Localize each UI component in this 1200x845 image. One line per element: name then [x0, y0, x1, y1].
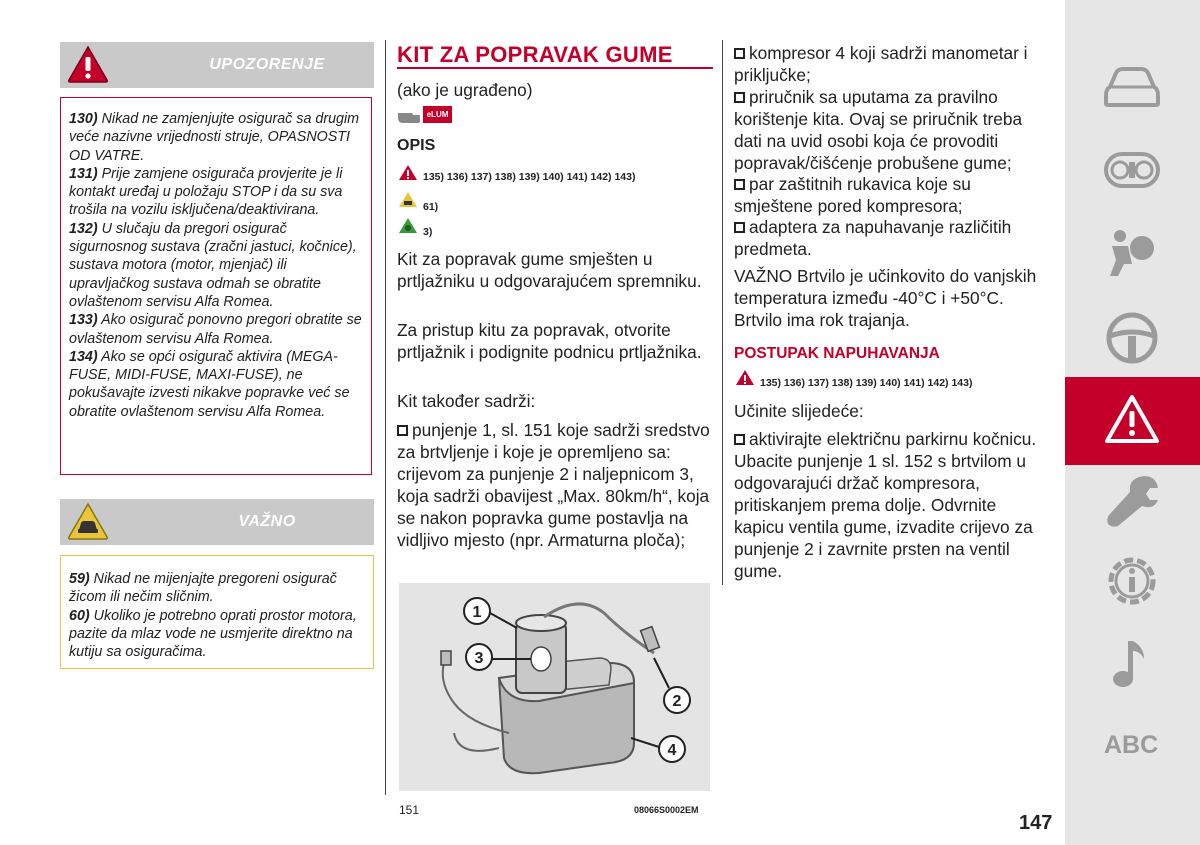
list-item: adaptera za napuhavanje različitih predmeta. — [734, 217, 1012, 259]
checkbox-bullet-icon — [734, 222, 745, 233]
caution-car-icon — [66, 501, 110, 541]
checkbox-bullet-icon — [734, 434, 745, 445]
section-heading: OPIS — [397, 137, 436, 154]
airbag-icon[interactable] — [1104, 228, 1160, 278]
hand-pointer-icon — [397, 107, 421, 125]
red-warning-icon — [735, 369, 755, 386]
column-divider — [722, 40, 723, 585]
info-gear-icon[interactable] — [1104, 553, 1160, 609]
paragraph: Učinite slijedeće: — [734, 401, 864, 421]
sidebar-index-abc[interactable]: ABC — [1104, 731, 1159, 759]
column-divider — [385, 40, 386, 795]
figure-number: 151 — [399, 803, 420, 817]
warning-header — [60, 42, 374, 88]
important-title: VAŽNO — [238, 513, 296, 530]
red-warning-icon — [398, 164, 418, 181]
warning-box — [60, 97, 372, 475]
section-title: KIT ZA POPRAVAK GUME — [397, 42, 673, 67]
car-icon[interactable] — [1104, 65, 1160, 109]
warning-item: 133) Ako osigurač ponovno pregori obratite se ovlaštenom servisu Alfa Romea. — [69, 312, 362, 347]
warning-triangle-icon — [66, 44, 110, 84]
warning-item: 132) U slučaju da pregori osigurač sigurnosnog sustava (zračni jastuci, kočnice), sustava motora (motor, mjenjač) ili upravljačkog sustava odmah se obratite ovlaštenom servisu Alfa Romea. — [69, 220, 357, 310]
checkbox-bullet-icon — [734, 48, 745, 59]
list-item: aktivirajte električnu parkirnu kočnicu. Ubacite punjenje 1 sl. 152 s brtvilom u odgovarajući držač kompresora, pritiskanjem prema dolje. Odvrnite kapicu ventila gume, izvadite crijevo za punjenje 2 i zavrnite prsten na ventil gume. — [734, 429, 1037, 581]
dashboard-icon[interactable] — [1104, 150, 1160, 190]
warning-item: 134) Ako se opći osigurač aktivira (MEGA-FUSE, MIDI-FUSE, MAXI-FUSE), ne pokušavajte izvesti nikakve popravke već se obratite ovlaštenom servisu Alfa Romea. — [69, 348, 350, 420]
callout-4 — [631, 736, 685, 762]
callout-2 — [654, 658, 690, 713]
important-item: 60) Ukoliko je potrebno oprati prostor motora, pazite da mlaz vode ne usmjerite direktno na kutiju sa osiguračima. — [69, 607, 357, 661]
paragraph: Kit također sadrži: — [397, 391, 536, 411]
section-heading: POSTUPAK NAPUHAVANJA — [734, 345, 940, 362]
warning-triangle-icon[interactable] — [1104, 393, 1160, 445]
checkbox-bullet-icon — [397, 425, 408, 436]
reference-list: 135) 136) 137) 138) 139) 140) 141) 142) 143) — [423, 171, 636, 183]
warning-item: 130) Nikad ne zamjenjujte osigurač sa drugim veće nazivne vrijednosti struje, OPASNOSTI OD VATRE. — [69, 111, 360, 164]
svg-text:3: 3 — [474, 650, 484, 667]
repair-kit-illustration — [399, 583, 710, 791]
warning-item: 131) Prije zamjene osigurača provjerite je li kontakt uređaj u položaju STOP i da su sva trošila na vozilu isključena/deaktivirana. — [69, 165, 343, 219]
figure-code: 08066S0002EM — [634, 805, 699, 815]
list-item: kompresor 4 koji sadrži manometar i priključke; — [734, 43, 1028, 85]
checkbox-bullet-icon — [734, 179, 745, 190]
steering-wheel-icon[interactable] — [1104, 310, 1160, 366]
subtitle: (ako je ugrađeno) — [397, 80, 533, 100]
reference-list: 61) — [423, 201, 439, 213]
reference-list: 135) 136) 137) 138) 139) 140) 141) 142) 143) — [760, 377, 973, 389]
list-item: punjenje 1, sl. 151 koje sadrži sredstvo za brtvljenje i koje je opremljeno sa: crijevom za punjenje 2 i naljepnicom 3, koja sadrži obavijest „Max. 80km/h“, koja se nakon popravka gume postavlja na vidljivo mjesto (npr. Armaturna ploča); — [397, 420, 710, 550]
svg-text:4: 4 — [667, 742, 677, 759]
important-box — [60, 555, 374, 669]
checkbox-bullet-icon — [734, 92, 745, 103]
svg-text:2: 2 — [672, 693, 682, 710]
green-environment-icon — [398, 217, 418, 234]
reference-list: 3) — [423, 226, 433, 238]
svg-text:1: 1 — [472, 604, 482, 621]
warning-title: UPOZORENJE — [209, 56, 325, 73]
important-note: VAŽNO Brtvilo je učinkovito do vanjskih temperatura između -40°C i +50°C. Brtvilo ima rok trajanja. — [734, 266, 1037, 330]
paragraph: Za pristup kitu za popravak, otvorite prtljažnik i podignite podnicu prtljažnika. — [397, 320, 702, 362]
page-number: 147 — [1019, 812, 1053, 834]
title-underline — [397, 67, 713, 69]
list-item: priručnik sa uputama za pravilno korištenje kita. Ovaj se priručnik treba dati na uvid osobi koja će provoditi popravak/čišćenje probušene gume; — [734, 87, 1023, 173]
yellow-caution-icon — [398, 191, 418, 208]
music-note-icon[interactable] — [1104, 637, 1160, 689]
figure-repair-kit — [399, 583, 710, 791]
elum-badge: eLUM — [423, 106, 452, 123]
list-item: par zaštitnih rukavica koje su smještene pored kompresora; — [734, 174, 971, 216]
callout-1 — [464, 598, 517, 628]
important-item: 59) Nikad ne mijenjajte pregoreni osigurač žicom ili nečim sličnim. — [69, 571, 337, 606]
wrench-icon[interactable] — [1104, 472, 1160, 528]
paragraph: Kit za popravak gume smješten u prtljažniku u odgovarajućem spremniku. — [397, 249, 702, 291]
important-header — [60, 499, 374, 545]
